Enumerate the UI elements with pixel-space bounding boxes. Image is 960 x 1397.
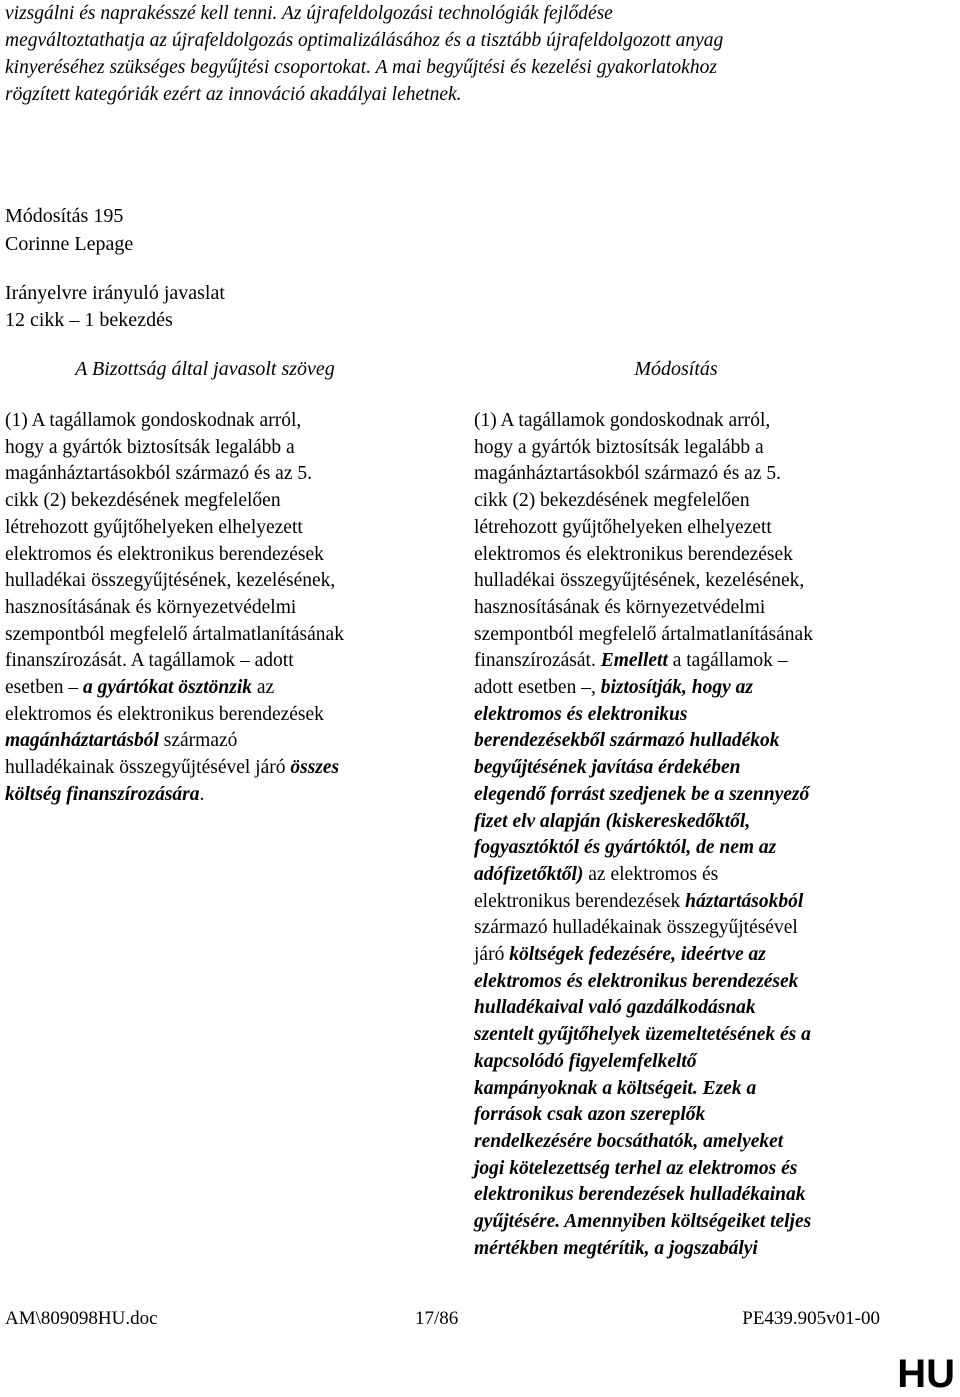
amended-text: hulladékaival való gazdálkodásnak <box>474 997 756 1019</box>
text-line <box>474 915 914 942</box>
text-line <box>474 1156 914 1183</box>
text-segment: (1) A tagállamok gondoskodnak arról, <box>474 410 771 431</box>
text-line <box>5 435 425 462</box>
text-line <box>474 862 914 889</box>
amended-text: szentelt gyűjtőhelyek üzemeltetésének és a <box>474 1024 811 1046</box>
text-segment: származó hulladékainak összegyűjtésével <box>474 917 798 939</box>
text-segment: hulladékai összegyűjtésének, kezelésének, <box>474 570 805 592</box>
language-code: HU <box>897 1352 955 1396</box>
text-line <box>5 568 425 595</box>
text-line <box>474 702 914 729</box>
amended-text: biztosítják, hogy az <box>600 677 753 699</box>
text-line <box>474 568 914 595</box>
page-number: 17/86 <box>415 1308 459 1329</box>
text-line <box>474 782 914 809</box>
amendment-header <box>5 202 133 258</box>
text-segment: . <box>199 783 205 805</box>
text-line <box>474 1129 914 1156</box>
text-line <box>5 542 425 569</box>
text-line <box>474 515 914 542</box>
text-segment: az elektromos és <box>583 863 719 885</box>
text-segment: hogy a gyártók biztosítsák legalább a <box>474 436 764 458</box>
text-line <box>5 675 425 702</box>
text-segment: (1) A tagállamok gondoskodnak arról, <box>5 410 302 431</box>
amendment-number: Módosítás 195 <box>5 205 124 227</box>
amended-text: költség finanszírozására <box>5 783 200 805</box>
page-footer <box>5 1306 880 1332</box>
text-segment: szempontból megfelelő ártalmatlanításának <box>5 623 344 645</box>
text-line <box>474 969 914 996</box>
amended-text: fogyasztóktól és gyártóktól, de nem az <box>474 837 777 859</box>
text-line <box>474 488 914 515</box>
text-line <box>474 622 914 649</box>
amendment-reference <box>5 280 225 334</box>
article-reference: 12 cikk – 1 bekezdés <box>5 309 173 331</box>
text-segment: elektromos és elektronikus berendezések <box>474 543 793 565</box>
text-line <box>5 622 425 649</box>
amended-text: a gyártókat ösztönzik <box>82 677 253 699</box>
intro-line: vizsgálni és naprakésszé kell tenni. Az újrafeldolgozási technológiák fejlődése <box>5 3 613 24</box>
text-line <box>474 1022 914 1049</box>
text-line <box>474 542 914 569</box>
text-line <box>474 995 914 1022</box>
text-line <box>474 809 914 836</box>
amended-text: elektromos és elektronikus berendezések <box>474 970 799 992</box>
commission-text-column <box>5 408 425 809</box>
intro-line: rögzített kategóriák ezért az innováció akadályai lehetnek. <box>5 84 462 105</box>
text-line <box>5 515 425 542</box>
intro-paragraph <box>5 0 955 108</box>
text-segment: cikk (2) bekezdésének megfelelően <box>474 490 750 512</box>
amended-text: költségek fedezésére, ideértve az <box>509 944 766 966</box>
text-line <box>5 461 425 488</box>
text-segment: szempontból megfelelő ártalmatlanításának <box>474 623 813 645</box>
text-line <box>474 408 914 435</box>
text-segment: elektronikus berendezések <box>474 890 686 912</box>
amended-text: adófizetőktől) <box>474 863 584 885</box>
amended-text: Emellett <box>600 650 668 672</box>
text-line <box>474 1049 914 1076</box>
text-line <box>5 728 425 755</box>
amended-text: gyűjtésére. Amennyiben költségeiket teljes <box>474 1211 812 1233</box>
text-line <box>5 408 425 435</box>
amendment-text-column <box>474 408 914 1263</box>
text-line <box>5 782 425 809</box>
text-segment: finanszírozását. <box>474 650 601 672</box>
amended-text: kampányoknak a költségeit. Ezek a <box>474 1077 757 1099</box>
amended-text: elektromos és elektronikus <box>474 703 688 725</box>
text-line <box>5 595 425 622</box>
text-segment: hogy a gyártók biztosítsák legalább a <box>5 436 295 458</box>
text-segment: hulladékai összegyűjtésének, kezelésének, <box>5 570 336 592</box>
text-segment: származó <box>158 730 238 752</box>
amended-text: kapcsolódó figyelemfelkeltő <box>474 1050 697 1072</box>
text-segment: hasznosításának és környezetvédelmi <box>474 596 766 618</box>
text-line <box>474 461 914 488</box>
text-line <box>474 728 914 755</box>
amended-text: összes <box>290 757 340 779</box>
text-line <box>5 488 425 515</box>
amended-text: elektronikus berendezések hulladékainak <box>474 1184 806 1206</box>
amended-text: háztartásokból <box>685 890 804 912</box>
text-line <box>474 1102 914 1129</box>
amended-text: források csak azon szereplők <box>474 1104 706 1126</box>
text-segment: magánháztartásokból származó és az 5. <box>474 463 781 485</box>
amended-text: mértékben megtérítik, a jogszabályi <box>474 1237 758 1259</box>
amended-text: begyűjtésének javítása érdekében <box>474 757 741 779</box>
text-segment: elektromos és elektronikus berendezések <box>5 703 324 725</box>
proposal-type: Irányelvre irányuló javaslat <box>5 282 225 304</box>
text-line <box>474 675 914 702</box>
amended-text: jogi kötelezettség terhel az elektromos és <box>474 1157 798 1179</box>
text-segment: létrehozott gyűjtőhelyeken elhelyezett <box>474 516 772 538</box>
amended-text: fizet elv alapján (kiskereskedőktől, <box>474 810 751 832</box>
text-line <box>5 755 425 782</box>
document-reference: AM\809098HU.doc <box>5 1308 158 1329</box>
text-segment: a tagállamok – <box>667 650 788 672</box>
text-line <box>474 755 914 782</box>
text-line <box>474 1182 914 1209</box>
pe-reference: PE439.905v01-00 <box>742 1308 880 1329</box>
text-line <box>474 648 914 675</box>
text-segment: hulladékainak összegyűjtésével járó <box>5 757 291 779</box>
text-line <box>5 648 425 675</box>
text-segment: esetben – <box>5 677 83 699</box>
text-line <box>5 702 425 729</box>
intro-line: kinyeréséhez szükséges begyűjtési csoportokat. A mai begyűjtési és kezelési gyakorlatokhoz <box>5 57 717 78</box>
text-segment: járó <box>474 944 510 966</box>
text-line <box>474 1209 914 1236</box>
amended-text: magánháztartásból <box>5 730 159 752</box>
text-line <box>474 595 914 622</box>
intro-line: megváltoztathatja az újrafeldolgozás optimalizálásához és a tisztább újrafeldolgozott anyag <box>5 30 724 51</box>
text-line <box>474 435 914 462</box>
right-column-heading: Módosítás <box>634 358 718 380</box>
text-line <box>474 889 914 916</box>
text-segment: adott esetben –, <box>474 677 601 699</box>
text-segment: cikk (2) bekezdésének megfelelően <box>5 490 281 512</box>
text-segment: az <box>252 677 275 699</box>
text-segment: létrehozott gyűjtőhelyeken elhelyezett <box>5 516 303 538</box>
text-segment: finanszírozását. A tagállamok – adott <box>5 650 294 672</box>
amendment-author: Corinne Lepage <box>5 233 134 255</box>
amended-text: rendelkezésére bocsáthatók, amelyeket <box>474 1130 784 1152</box>
amended-text: berendezésekből származó hulladékok <box>474 730 780 752</box>
text-segment: hasznosításának és környezetvédelmi <box>5 596 297 618</box>
text-line <box>474 835 914 862</box>
amended-text: elegendő forrást szedjenek be a szennyező <box>474 783 810 805</box>
text-line <box>474 1076 914 1103</box>
text-segment: elektromos és elektronikus berendezések <box>5 543 324 565</box>
text-line <box>474 1236 914 1263</box>
text-segment: magánháztartásokból származó és az 5. <box>5 463 312 485</box>
text-line <box>474 942 914 969</box>
left-column-heading: A Bizottság által javasolt szöveg <box>75 358 335 380</box>
